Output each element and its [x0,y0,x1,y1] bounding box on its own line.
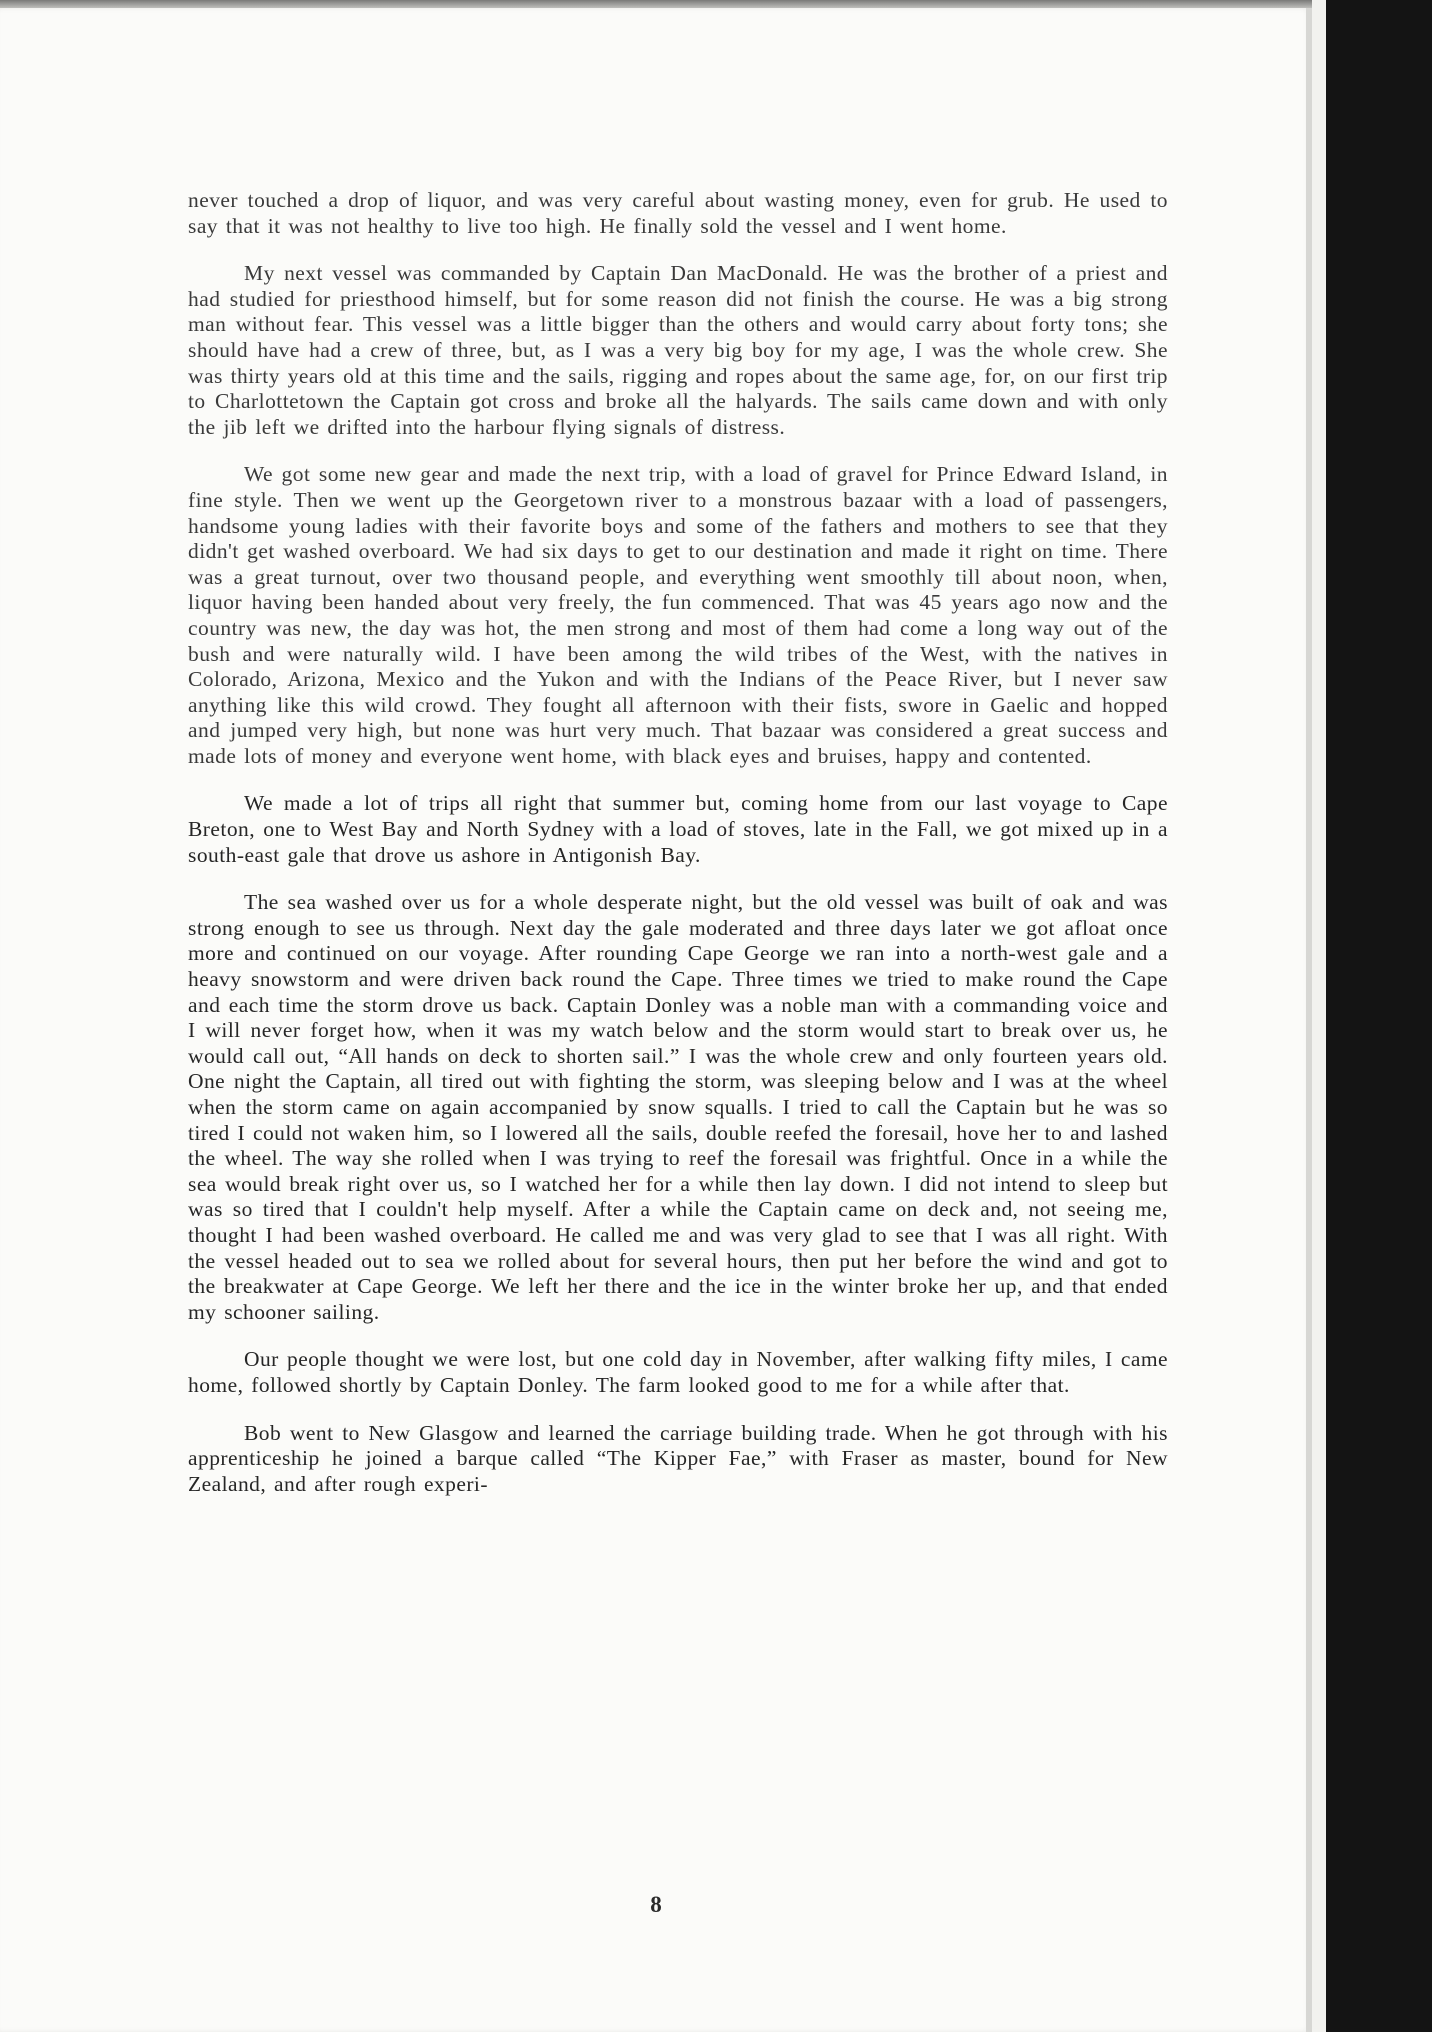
paragraph-came-home: Our people thought we were lost, but one cold day in November, after walking fifty miles, I came home, followed shortly by Captain Donley. The farm looked good to me for a while after that. [188,1347,1168,1397]
paragraph-bob-new-glasgow: Bob went to New Glasgow and learned the carriage building trade. When he got through with his apprenticeship he joined a barque called “The Kipper Fae,” with Fraser as master, bound for New Zealand, and after rough experi- [188,1420,1168,1496]
paragraph-bazaar: We got some new gear and made the next trip, with a load of gravel for Prince Edward Island, in fine style. Then we went up the Georgetown river to a monstrous bazaar with a load of passengers, handsome young ladies with their favorite boys and some of the fathers and mothers to see that they didn't get washed overboard. We had six days to get to our destination and made it right on time. There was a great turnout, over two thousand people, and everything went smoothly till about noon, when, liquor having been handed about very freely, the fun commenced. That was 45 years ago now and the country was new, the day was hot, the men strong and most of them had come a long way out of the bush and were naturally wild. I have been among the wild tribes of the West, with the natives in Colorado, Arizona, Mexico and the Yukon and with the Indians of the Peace River, but I never saw anything like this wild crowd. They fought all afternoon with their fists, swore in Gaelic and hopped and jumped very high, but none was hurt very much. That bazaar was considered a great success and made lots of money and everyone went home, with black eyes and bruises, happy and contented. [188,462,1168,768]
paragraph-continued: never touched a drop of liquor, and was very careful about wasting money, even for grub. He used to say that it was not healthy to live too high. He finally sold the vessel and I went home. [188,188,1168,238]
paragraph-storm-night: The sea washed over us for a whole desperate night, but the old vessel was built of oak and was strong enough to see us through. Next day the gale moderated and three days later we got afloat once more and continued on our voyage. After rounding Cape George we ran into a north-west gale and a heavy snowstorm and were driven back round the Cape. Three times we tried to make round the Cape and each time the storm drove us back. Captain Donley was a noble man with a commanding voice and I will never forget how, when it was my watch below and the storm would start to break over us, he would call out, “All hands on deck to shorten sail.” I was the whole crew and only fourteen years old. One night the Captain, all tired out with fighting the storm, was sleeping below and I was at the wheel when the storm came on again accompanied by snow squalls. I tried to call the Captain but he was so tired I could not waken him, so I lowered all the sails, double reefed the foresail, hove her to and lashed the wheel. The way she rolled when I was trying to reef the foresail was frightful. Once in a while the sea would break right over us, so I watched her for a while then lay down. I did not intend to sleep but was so tired that I couldn't help myself. After a while the Captain came on deck and, not seeing me, thought I had been washed overboard. He called me and was very glad to see that I was all right. With the vessel headed out to sea we rolled about for several hours, then put her before the wind and got to the breakwater at Cape George. We left her there and the ice in the winter broke her up, and that ended my schooner sailing. [188,890,1168,1324]
paragraph-captain-macdonald: My next vessel was commanded by Captain Dan MacDonald. He was the brother of a priest and had studied for priesthood himself, but for some reason did not finish the course. He was a big strong man without fear. This vessel was a little bigger than the others and would carry about forty tons; she should have had a crew of three, but, as I was a very big boy for my age, I was the whole crew. She was thirty years old at this time and the sails, rigging and ropes about the same age, for, on our first trip to Charlottetown the Captain got cross and broke all the halyards. The sails came down and with only the jib left we drifted into the harbour flying signals of distress. [188,261,1168,439]
paragraph-gale-ashore: We made a lot of trips all right that summer but, coming home from our last voyage to Cape Breton, one to West Bay and North Sydney with a load of stoves, late in the Fall, we got mixed up in a south-east gale that drove us ashore in Antigonish Bay. [188,791,1168,867]
page-number: 8 [650,1892,662,1917]
binding-strip [1312,0,1326,2032]
body-text [188,188,1168,1519]
adjacent-page-edge [1326,0,1432,2032]
